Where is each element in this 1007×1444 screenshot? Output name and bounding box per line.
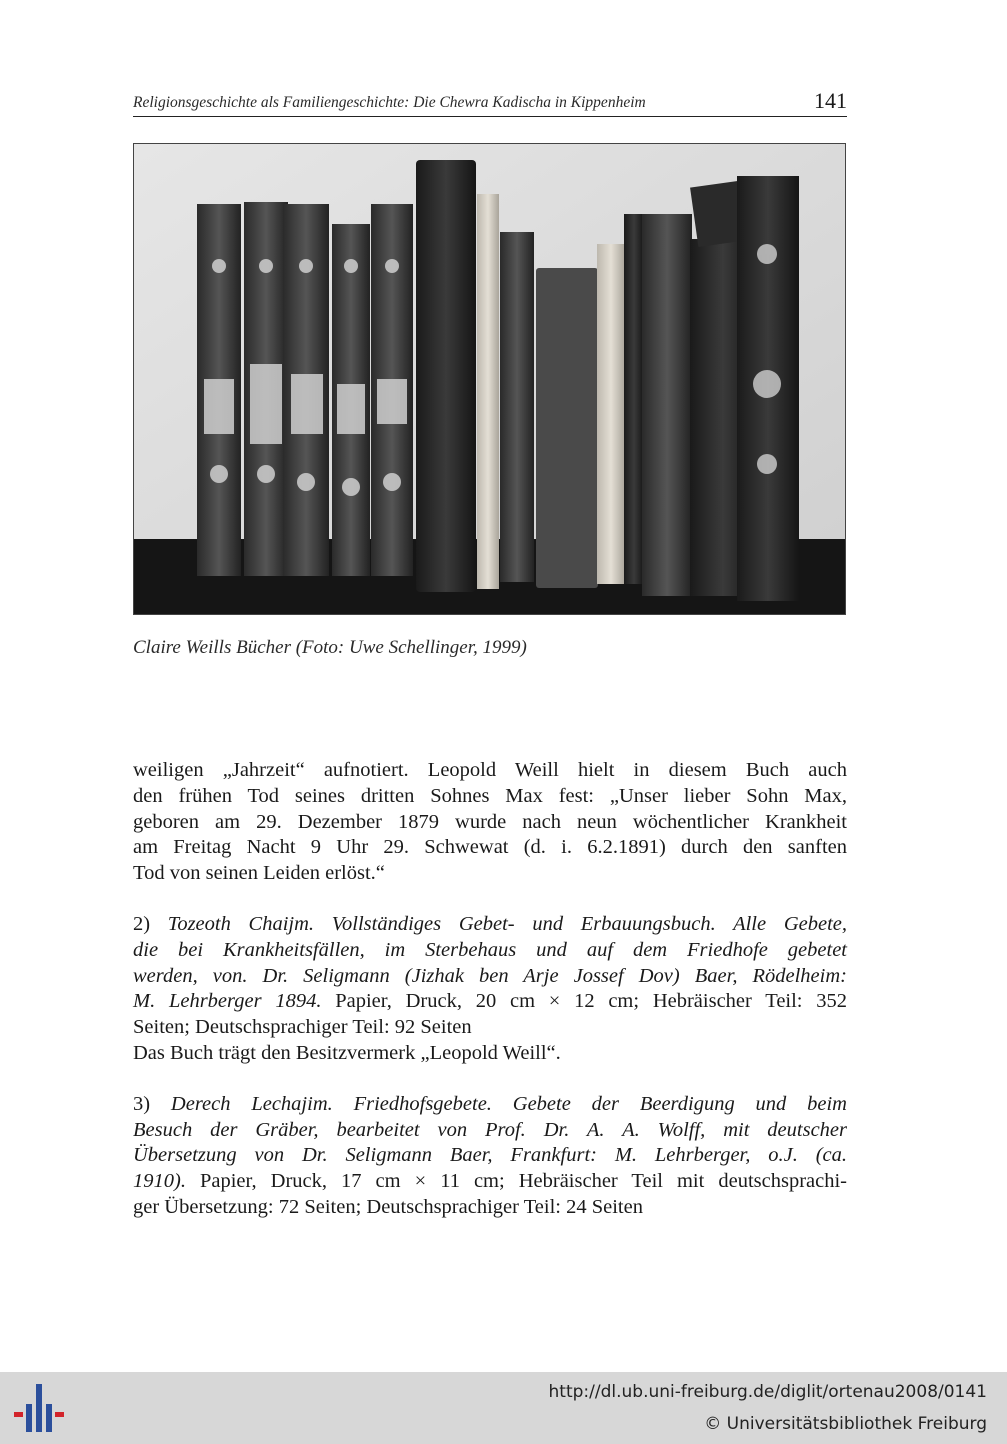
text-line: am Freitag Nacht 9 Uhr 29. Schwewat (d. i. 6.2.1891) durch den sanften [133, 836, 847, 859]
book-title-cont: M. Lehrberger 1894. [133, 990, 322, 1013]
text-line: ger Übersetzung: 72 Seiten; Deutschsprachiger Teil: 24 Seiten [133, 1195, 643, 1218]
book-title: Derech Lechajim. Friedhofsgebete. Gebete der Beerdigung und beim [170, 1092, 847, 1115]
book-title-cont: Besuch der Gräber, bearbeitet von Prof. Dr. A. A. Wolff, mit deutscher [133, 1118, 847, 1141]
item-2-tozeoth-chaijm [133, 912, 847, 1067]
text-line [133, 1118, 847, 1144]
text-line: weiligen „Jahrzeit“ aufnotiert. Leopold Weill hielt in diesem Buch auch [133, 759, 847, 781]
text-line [133, 938, 847, 964]
item-number: 3) [133, 1092, 171, 1115]
body-text [133, 758, 847, 1246]
book-title-cont: werden, von. Dr. Seligmann (Jizhak ben Arje Jossef Dov) Baer, Rödelheim: [133, 964, 847, 987]
text-line: Tod von seinen Leiden erlöst.“ [133, 862, 385, 885]
text-line [133, 964, 847, 990]
book-title-cont: Übersetzung von Dr. Seligmann Baer, Frankfurt: M. Lehrberger, o.J. (ca. [133, 1144, 847, 1167]
text-line: Seiten; Deutschsprachiger Teil: 92 Seiten [133, 1016, 472, 1039]
books-on-shelf-image [134, 144, 845, 614]
item-3-derech-lechajim [133, 1092, 847, 1221]
running-header [133, 86, 847, 117]
book-details: Papier, Druck, 17 cm × 11 cm; Hebräischer Teil mit deutschsprachi- [185, 1170, 847, 1193]
library-footer [0, 1372, 1007, 1444]
text-line: Das Buch trägt den Besitzvermerk „Leopold Weill“. [133, 1041, 561, 1064]
text-line: geboren am 29. Dezember 1879 wurde nach neun wöchentlicher Krankheit [133, 810, 847, 833]
book-title: Tozeoth Chaijm. Vollständiges Gebet- und Erbauungsbuch. Alle Gebete, [167, 912, 847, 935]
book-title-cont: 1910). [133, 1170, 186, 1193]
text-line [133, 989, 847, 1015]
book-details: Papier, Druck, 20 cm × 12 cm; Hebräischer Teil: 352 [321, 990, 847, 1013]
page-number: 141 [814, 88, 847, 113]
text-line [133, 1092, 847, 1118]
figure-caption: Claire Weills Bücher (Foto: Uwe Schellinger, 1999) [133, 637, 527, 658]
running-title: Religionsgeschichte als Familiengeschichte: Die Chewra Kadischa in Kippenheim [133, 94, 646, 111]
text-line: den frühen Tod seines dritten Sohnes Max fest: „Unser lieber Sohn Max, [133, 784, 847, 807]
library-logo-icon [12, 1382, 64, 1436]
text-line [133, 1143, 847, 1169]
book-set-five-volumes [197, 202, 413, 576]
book-photograph [133, 143, 846, 615]
copyright-notice: © Universitätsbibliothek Freiburg [704, 1414, 987, 1434]
text-line [133, 1169, 847, 1195]
paragraph-jahrzeit [133, 758, 847, 887]
item-number: 2) [133, 912, 168, 935]
book-title-cont: die bei Krankheitsfällen, im Sterbehaus und auf dem Friedhofe gebetet [133, 938, 847, 961]
source-url-link[interactable]: http://dl.ub.uni-freiburg.de/diglit/ortenau2008/0141 [548, 1382, 987, 1402]
text-line [133, 912, 847, 938]
